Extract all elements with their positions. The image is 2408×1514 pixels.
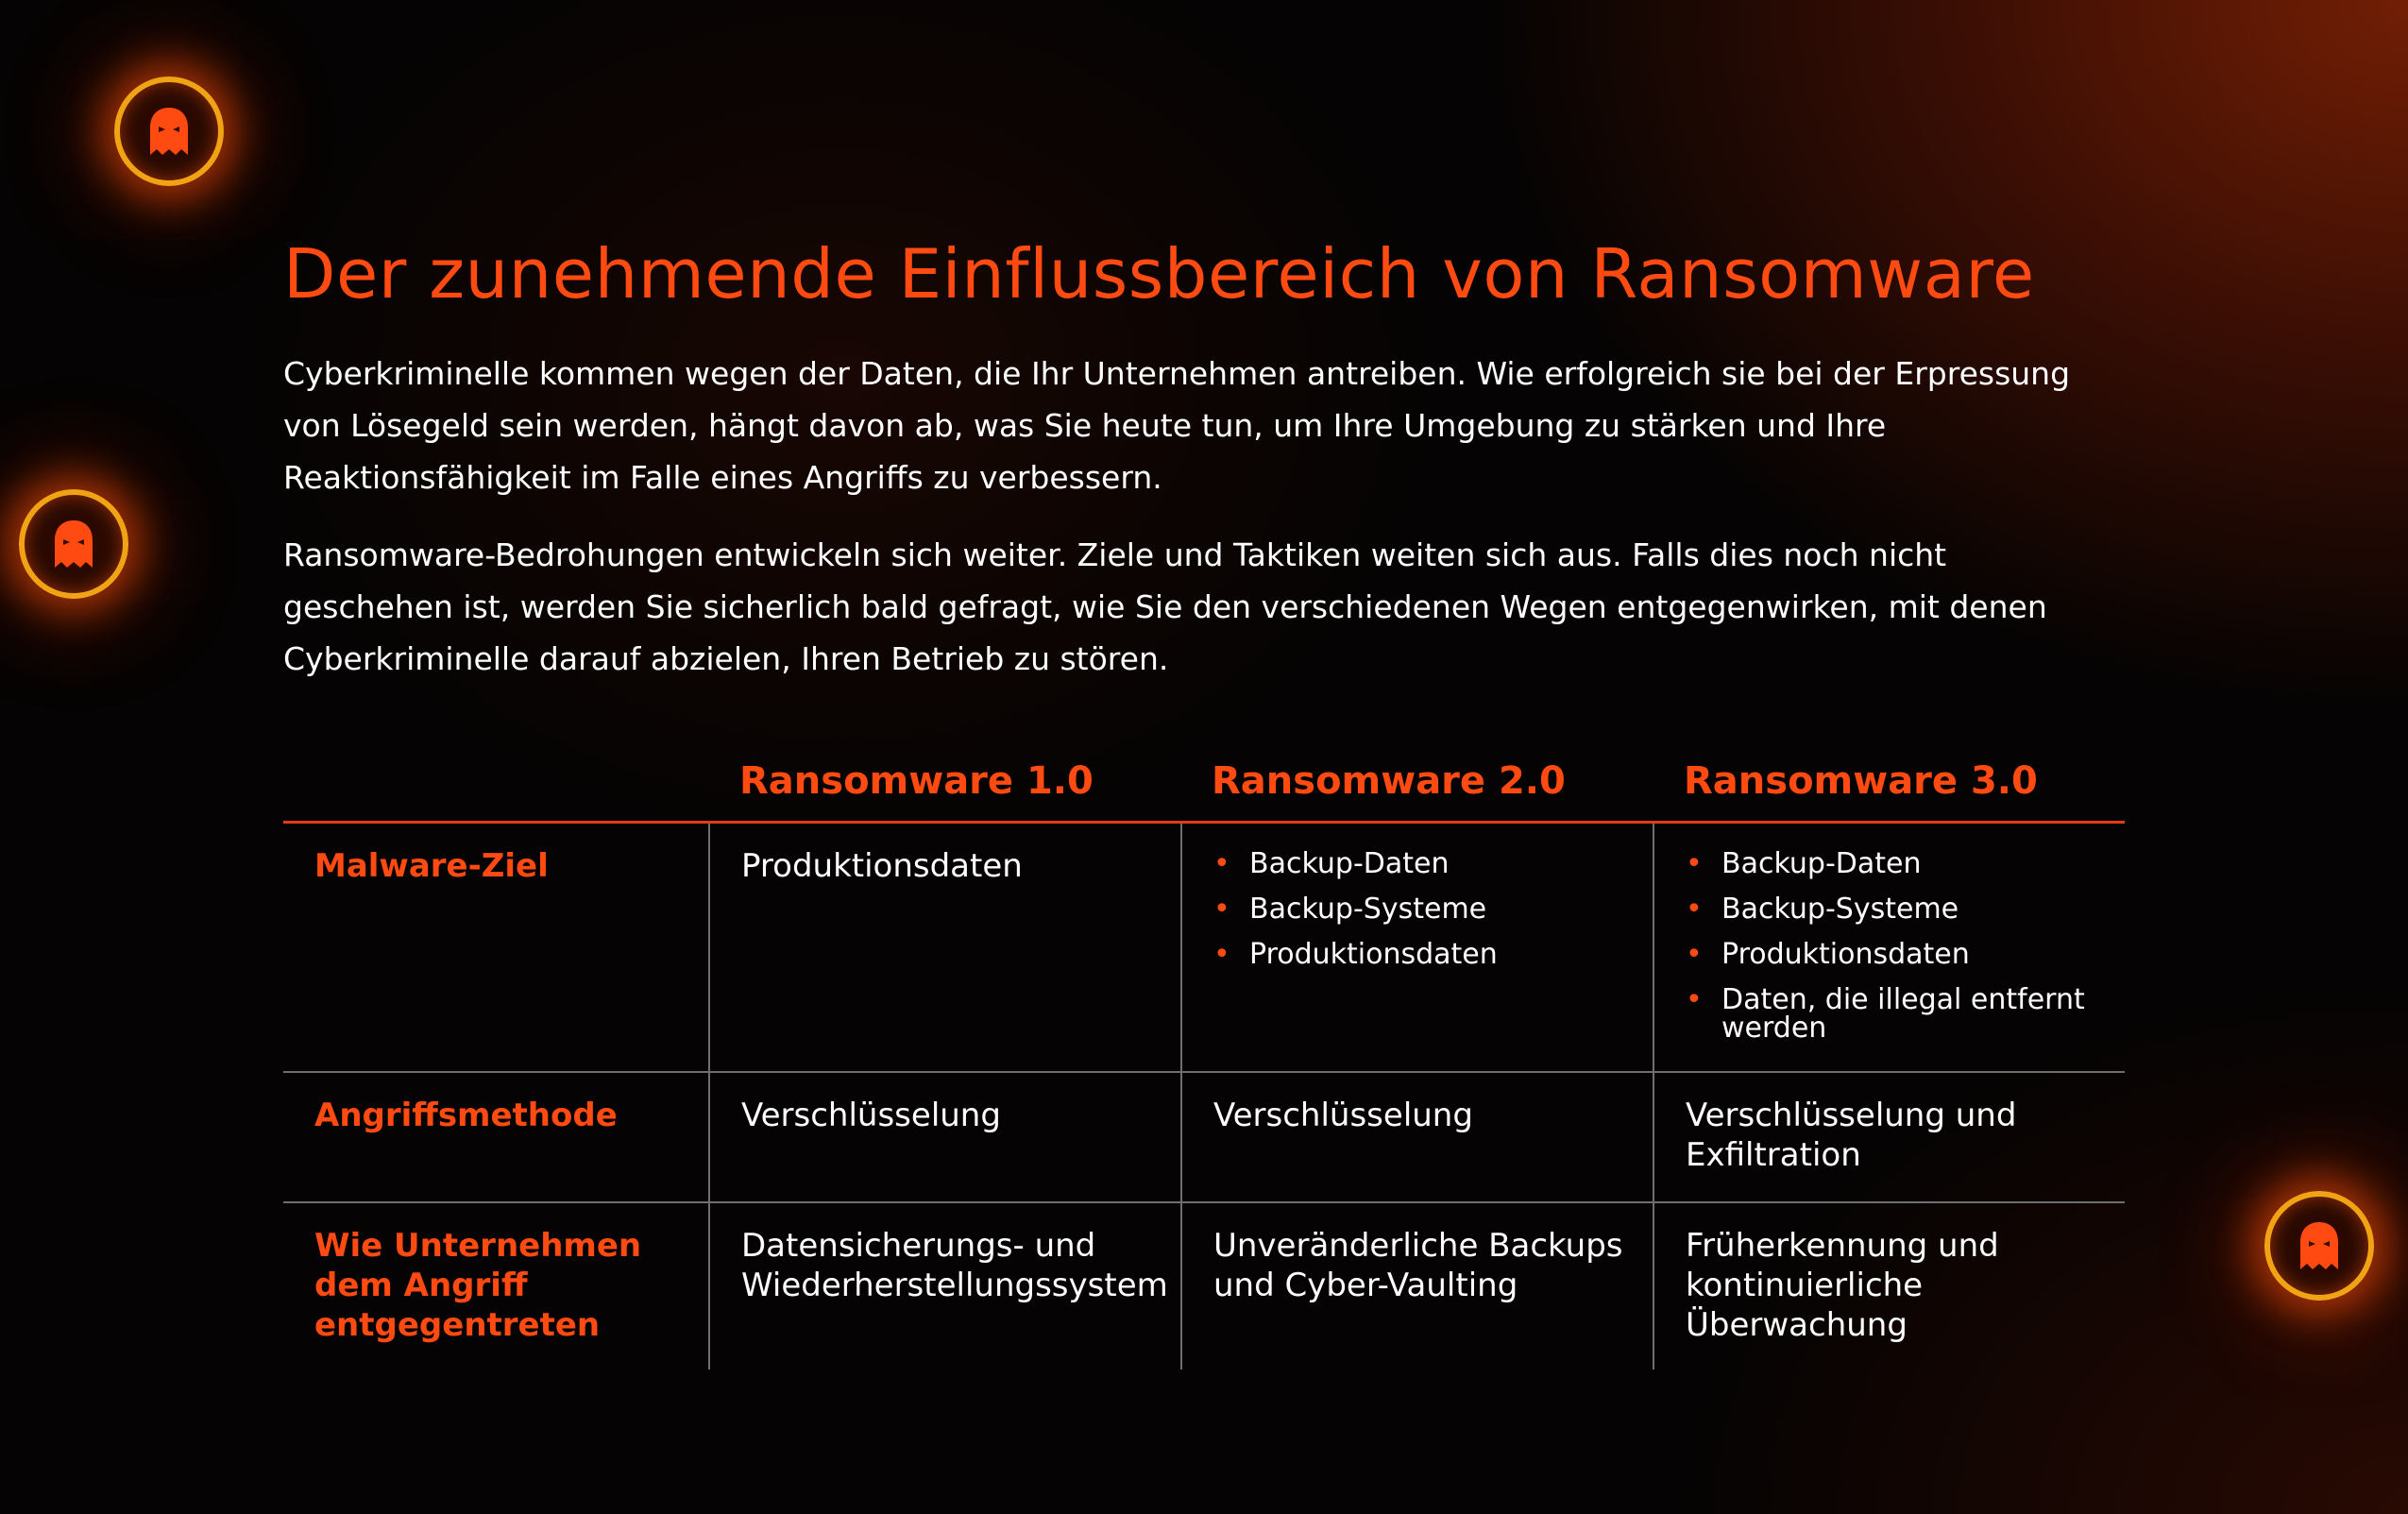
list-item: • Backup-Systeme xyxy=(1213,895,1634,924)
cell-text: Unveränderliche Backups und Cyber-Vaulting xyxy=(1180,1203,1653,1369)
list-item: • Backup-Daten xyxy=(1213,850,1634,878)
cell-list xyxy=(1180,824,1653,1071)
list-item: • Produktionsdaten xyxy=(1213,941,1634,969)
ghost-badge-top-left xyxy=(114,77,224,186)
cell-list xyxy=(1653,824,2125,1071)
list-item: • Produktionsdaten xyxy=(1686,941,2106,969)
cell-text: Datensicherungs- und Wiederherstellungssystem xyxy=(708,1203,1180,1369)
cell-text: Verschlüsselung xyxy=(1180,1073,1653,1201)
list-item: • Backup-Daten xyxy=(1686,850,2106,878)
header-ransomware-3: Ransomware 3.0 xyxy=(1684,759,2038,803)
cell-text: Produktionsdaten xyxy=(708,824,1180,1071)
list-item: • Daten, die illegal entfernt werden xyxy=(1686,986,2106,1043)
ghost-icon xyxy=(52,519,95,570)
table-row xyxy=(283,1073,2125,1203)
ghost-badge-left xyxy=(19,489,128,599)
table-header xyxy=(283,741,2125,824)
row-label-malware-target: Malware-Ziel xyxy=(314,847,549,885)
cell-text: Früherkennung und kontinuierliche Überwachung xyxy=(1653,1203,2125,1369)
threat-paragraph: Ransomware-Bedrohungen entwickeln sich weiter. Ziele und Taktiken weiten sich aus. Falls dies noch nicht geschehen ist, werden Sie sicherlich bald gefragt, wie Sie den verschiedenen Wegen entgegenwirken, mit denen Cyberkriminelle darauf abzielen, Ihren Betrieb zu stören. xyxy=(283,536,2047,677)
row-label-response: Wie Unternehmen dem Angriff entgegentreten xyxy=(314,1227,642,1344)
list-item: • Backup-Systeme xyxy=(1686,895,2106,924)
ghost-icon xyxy=(147,106,191,157)
ghost-badge-bottom-right xyxy=(2264,1191,2374,1301)
table-row xyxy=(283,1203,2125,1369)
comparison-table xyxy=(283,741,2125,1369)
row-label-attack-method: Angriffsmethode xyxy=(314,1097,618,1134)
cell-text: Verschlüsselung und Exfiltration xyxy=(1653,1073,2125,1201)
header-empty xyxy=(283,741,708,821)
header-ransomware-2: Ransomware 2.0 xyxy=(1212,759,1566,803)
ghost-icon xyxy=(2298,1220,2341,1271)
table-row xyxy=(283,824,2125,1073)
cell-text: Verschlüsselung xyxy=(708,1073,1180,1201)
page-title: Der zunehmende Einflussbereich von Ransomware xyxy=(283,234,2035,315)
header-ransomware-1: Ransomware 1.0 xyxy=(739,759,1094,803)
intro-paragraph: Cyberkriminelle kommen wegen der Daten, die Ihr Unternehmen antreiben. Wie erfolgreich sie bei der Erpressung von Lösegeld sein werden, hängt davon ab, was Sie heute tun, um Ihre Umgebung zu stärken und Ihre Reaktionsfähigkeit im Falle eines Angriffs zu verbessern. xyxy=(283,355,2071,496)
